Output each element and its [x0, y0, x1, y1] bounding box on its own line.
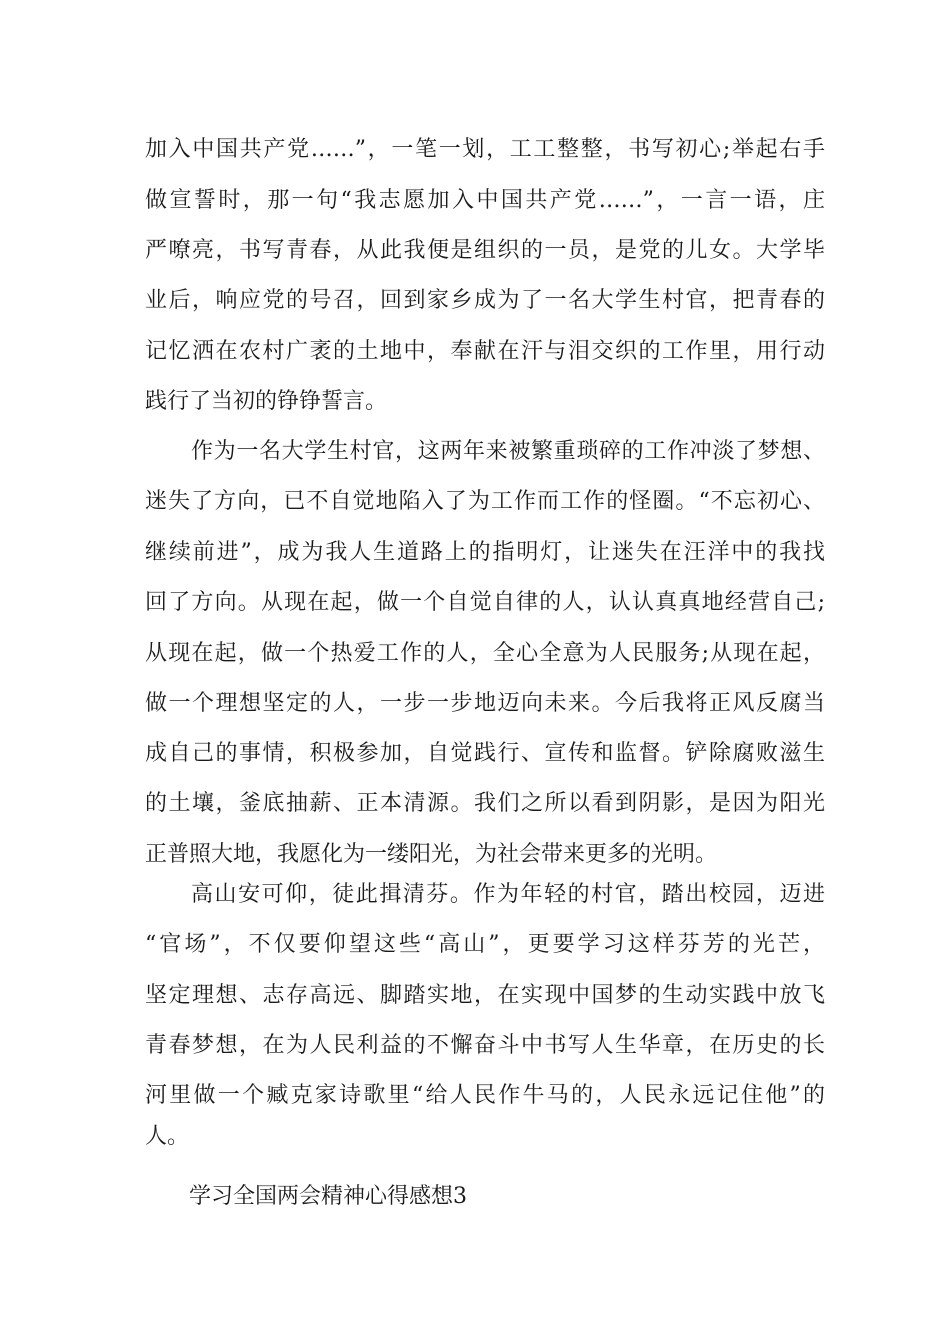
paragraph-3-line-5: 河里做一个臧克家诗歌里“给人民作牛马的，人民永远记住他”的 [145, 1083, 825, 1108]
paragraph-3-line-1: 高山安可仰，徒此揖清芬。作为年轻的村官，踏出校园，迈进 [191, 882, 825, 907]
paragraph-2-line-7: 成自己的事情，积极参加，自觉践行、宣传和监督。铲除腐败滋生 [145, 741, 825, 766]
paragraph-2-line-9: 正普照大地，我愿化为一缕阳光，为社会带来更多的光明。 [145, 842, 718, 867]
paragraph-2-line-6: 做一个理想坚定的人，一步一步地迈向未来。今后我将正风反腐当 [145, 691, 825, 716]
paragraph-1-line-5: 记忆洒在农村广袤的土地中，奉献在汗与泪交织的工作里，用行动 [145, 339, 825, 364]
paragraph-1-line-6: 践行了当初的铮铮誓言。 [145, 389, 388, 414]
paragraph-1-line-3: 严嘹亮，书写青春，从此我便是组织的一员，是党的儿女。大学毕 [145, 238, 825, 263]
paragraph-1-line-1: 加入中国共产党……”，一笔一划，工工整整，书写初心;举起右手 [145, 137, 825, 162]
paragraph-3-line-2: “官场”，不仅要仰望这些“高山”，更要学习这样芬芳的光芒， [145, 932, 825, 957]
paragraph-2-line-4: 回了方向。从现在起，做一个自觉自律的人，认认真真地经营自己; [145, 590, 825, 615]
paragraph-2-line-2: 迷失了方向，已不自觉地陷入了为工作而工作的怪圈。“不忘初心、 [145, 489, 825, 514]
section-heading: 学习全国两会精神心得感想3 [189, 1184, 467, 1209]
paragraph-1-line-4: 业后，响应党的号召，回到家乡成为了一名大学生村官，把青春的 [145, 288, 825, 313]
paragraph-3-line-6: 人。 [145, 1124, 190, 1149]
paragraph-2-line-1: 作为一名大学生村官，这两年来被繁重琐碎的工作冲淡了梦想、 [191, 439, 825, 464]
paragraph-2-line-8: 的土壤，釜底抽薪、正本清源。我们之所以看到阴影，是因为阳光 [145, 791, 825, 816]
paragraph-1-line-2: 做宣誓时，那一句“我志愿加入中国共产党……”，一言一语，庄 [145, 188, 825, 213]
paragraph-2-line-5: 从现在起，做一个热爱工作的人，全心全意为人民服务;从现在起， [145, 641, 825, 666]
paragraph-2-line-3: 继续前进”，成为我人生道路上的指明灯，让迷失在汪洋中的我找 [145, 540, 825, 565]
paragraph-3-line-3: 坚定理想、志存高远、脚踏实地，在实现中国梦的生动实践中放飞 [145, 983, 825, 1008]
paragraph-3-line-4: 青春梦想，在为人民利益的不懈奋斗中书写人生华章，在历史的长 [145, 1033, 825, 1058]
